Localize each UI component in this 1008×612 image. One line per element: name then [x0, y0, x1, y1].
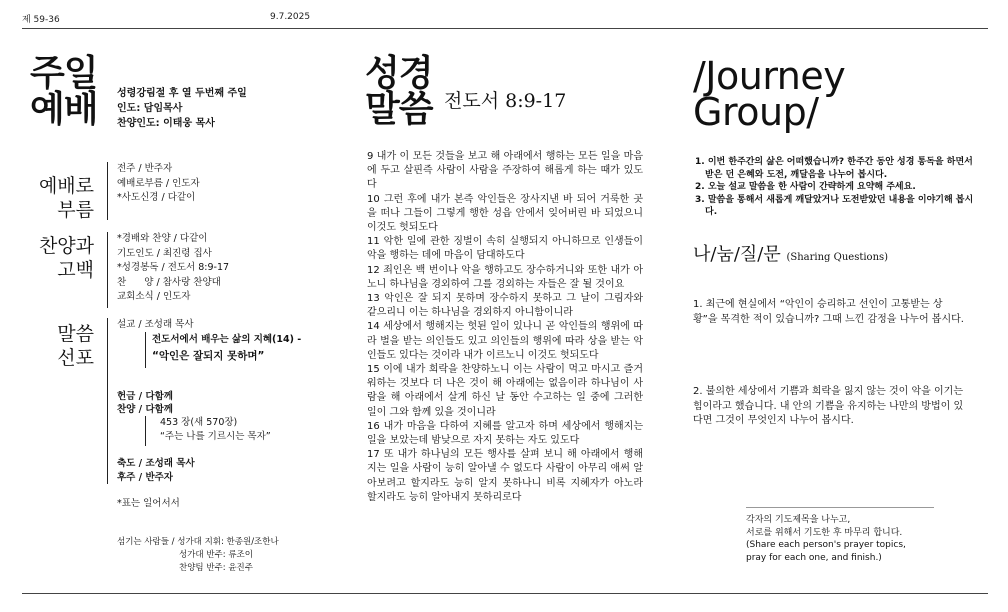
section-title-word: 말씀 선포	[57, 323, 94, 369]
standing-note: *표는 일어서서	[117, 498, 180, 509]
worship-title	[30, 53, 98, 130]
prayer-note: 각자의 기도제목을 나누고, 서로를 위해서 기도한 후 마무리 합니다. (Share each person's prayer topics, pray for each one, and finish.)	[746, 515, 906, 563]
verse: 13 악인은 잘 되지 못하며 장수하지 못하고 그 날이 그림자와 같으리니 이는 하나님을 경외하지 아니함이니라	[367, 293, 643, 319]
worship-title-line1: 주일	[30, 53, 98, 94]
section-line-call	[107, 162, 108, 220]
verse: 12 죄인은 백 번이나 악을 행하고도 장수하거니와 또한 내가 아노니 하나님을 경외하여 그를 경외하는 자들은 잘 될 것이요	[367, 264, 643, 290]
verse: 9 내가 이 모든 것들을 보고 해 아래에서 행하는 모든 일을 마음에 두고 살핀즉 사람이 사람을 주장하여 해롭게 하는 때가 있도다	[367, 151, 643, 191]
hymn: 찬양 / 다함께	[117, 404, 173, 415]
journey-question: 2. 오늘 설교 말씀을 한 사람이 간략하게 요약해 주세요.	[695, 182, 916, 192]
hymn-name: “주는 나를 기르시는 목자”	[160, 431, 271, 442]
hymn-line	[145, 416, 146, 446]
verse: 10 그런 후에 내가 본즉 악인들은 장사지낸 바 되어 거룩한 곳을 떠나 그들이 그렇게 행한 성읍 안에서 잊어버린 바 되었으니 이것도 헛되도다	[367, 193, 643, 234]
section-title-call: 예배로 부름	[38, 175, 94, 221]
verse: 15 이에 내가 희락을 찬양하노니 이는 사람이 먹고 마시고 즐거워하는 것보다 더 나은 것이 해 아래에는 없음이라 하나님이 사람을 해 아래에서 살게 하신 날 동안 수고하는 일 중에 그러한 일이 그와 함께 있을 것이니라	[367, 364, 643, 418]
worship-leader: 인도: 담임목사	[117, 103, 183, 114]
offering: 헌금 / 다함께	[117, 391, 173, 402]
hymn-number: 453 장(새 570장)	[160, 417, 238, 428]
sharing-question-2: 2. 불의한 세상에서 기쁨과 희락을 잃지 않는 것이 악을 이기는 힘이라고 했습니다. 내 안의 기쁨을 유지하는 나만의 방법이 있다면 그것이 무엇인지 나누어 봅시다.	[693, 386, 964, 426]
section-line-praise	[107, 232, 108, 308]
section-title-praise: 찬양과 고백	[38, 235, 94, 281]
sermon-title-line	[145, 332, 146, 368]
verse: 17 또 내가 하나님의 모든 행사를 살펴 보니 해 아래에서 행해지는 일을 사람이 능히 알아낼 수 없도다 사람이 아무리 애써 알아보려고 할지라도 능히 알지 못하나니 비록 지혜자가 아노라 할지라도 능히 알아내지 못하리로다	[367, 449, 643, 503]
issue-number: 제 59-36	[22, 15, 60, 25]
scripture-verses	[367, 150, 643, 505]
postlude: 후주 / 반주자	[117, 472, 173, 483]
issue-date: 9.7.2025	[270, 12, 311, 22]
section-line-word	[107, 318, 108, 484]
sharing-title: 나/눔/질/문 (Sharing Questions)	[693, 244, 889, 265]
praise-leader: 찬양인도: 이태웅 목사	[117, 118, 215, 129]
worship-meta	[117, 86, 247, 131]
benediction: 축도 / 조성래 목사	[117, 458, 195, 469]
journey-title: /Journey Group/	[693, 54, 846, 134]
top-divider	[22, 28, 988, 29]
verse: 14 세상에서 행해지는 헛된 일이 있나니 곧 악인들의 행위에 따라 벌을 받는 의인들도 있고 의인들의 행위에 따라 상을 받는 악인들도 있다는 것이라 내가 이르노니 이것도 헛되도다	[367, 321, 643, 361]
sharing-question-1: 1. 최근에 현실에서 “악인이 승리하고 선인이 고통받는 상황”을 목격한 적이 있습니까? 그때 느낀 감정을 나누어 봅시다.	[693, 299, 964, 325]
praise-items: *경배와 찬양 / 다같이 기도인도 / 최진령 집사 *성경봉독 / 전도서 8:9-17 찬 양 / 참사랑 찬양대 교회소식 / 인도자	[117, 233, 230, 302]
scripture-reference: 전도서 8:9-17	[444, 90, 567, 112]
scripture-title: 성경 말씀	[365, 53, 433, 130]
sharing-subtitle: (Sharing Questions)	[786, 252, 889, 263]
sermon-series: 전도서에서 배우는 삶의 지혜(14) -	[152, 334, 302, 345]
bottom-divider	[22, 593, 988, 594]
verse: 11 악한 일에 관한 징벌이 속히 실행되지 아니하므로 인생들이 악을 행하는 데에 마음이 담대하도다	[367, 236, 643, 262]
journey-question: 1. 이번 한주간의 삶은 어떠했습니까? 한주간 동안 성경 통독을 하면서 받은 던 은혜와 도전, 깨달음을 나누어 봅시다.	[695, 157, 973, 180]
sermon-title: “악인은 잘되지 못하며”	[152, 350, 265, 362]
worship-occasion: 성령강림절 후 열 두번째 주일	[117, 88, 247, 99]
sermon-preacher: 설교 / 조성래 목사	[117, 319, 194, 330]
verse: 16 내가 마음을 다하여 지혜를 알고자 하며 세상에서 행해지는 일을 보았는데 밤낮으로 자지 못하는 자도 있도다	[367, 420, 643, 447]
journey-questions	[693, 156, 983, 219]
prayer-divider	[746, 507, 934, 508]
call-item: 전주 / 반주자 예배로부름 / 인도자 *사도신경 / 다같이	[117, 163, 200, 203]
worship-title-line2: 예배	[30, 89, 98, 130]
servers-list: 섬기는 사람들 / 성가대 지휘: 한종원/조한나 성가대 반주: 류조이 찬양팀 반주: 윤진주	[117, 537, 279, 573]
journey-question: 3. 말씀을 통해서 새롭게 깨달았거나 도전받았던 내용을 이야기해 봅시다.	[695, 194, 974, 217]
